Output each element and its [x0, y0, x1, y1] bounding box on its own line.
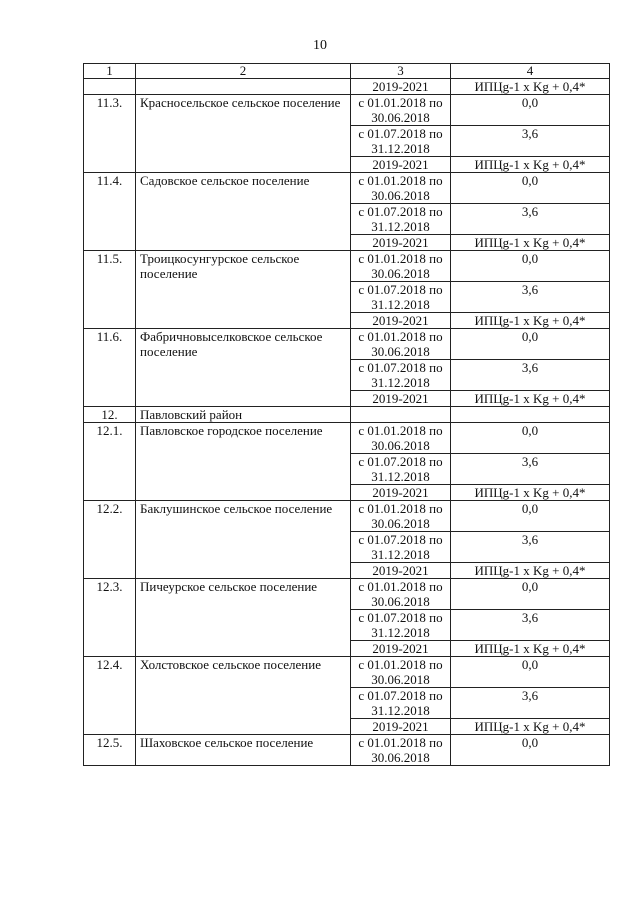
period-cell: с 01.07.2018 по 31.12.2018 — [351, 454, 451, 485]
period-cell: с 01.01.2018 по 30.06.2018 — [351, 579, 451, 610]
carry-over-rate: ИПЦg-1 х Kg + 0,4* — [451, 79, 610, 95]
rate-cell: ИПЦg-1 х Kg + 0,4* — [451, 313, 610, 329]
period-cell: с 01.01.2018 по 30.06.2018 — [351, 735, 451, 766]
rate-cell: 0,0 — [451, 657, 610, 688]
column-header-1: 1 — [84, 64, 136, 79]
rate-cell: ИПЦg-1 х Kg + 0,4* — [451, 391, 610, 407]
rate-cell: 3,6 — [451, 360, 610, 391]
row-number: 12.5. — [84, 735, 136, 766]
rate-cell: ИПЦg-1 х Kg + 0,4* — [451, 641, 610, 657]
period-cell: с 01.01.2018 по 30.06.2018 — [351, 251, 451, 282]
district-name: Павловский район — [136, 407, 351, 423]
rate-cell: 3,6 — [451, 204, 610, 235]
rate-cell: 0,0 — [451, 251, 610, 282]
row-number: 12.1. — [84, 423, 136, 501]
rate-cell: ИПЦg-1 х Kg + 0,4* — [451, 157, 610, 173]
table-row — [84, 251, 610, 282]
period-cell: с 01.07.2018 по 31.12.2018 — [351, 282, 451, 313]
column-header-3: 3 — [351, 64, 451, 79]
period-cell: с 01.01.2018 по 30.06.2018 — [351, 501, 451, 532]
settlement-name: Троицкосунгурское сельское поселение — [136, 251, 351, 329]
carry-over-row — [84, 79, 610, 95]
row-number: 11.5. — [84, 251, 136, 329]
settlement-name: Баклушинское сельское поселение — [136, 501, 351, 579]
settlement-name: Холстовское сельское поселение — [136, 657, 351, 735]
carry-over-period: 2019-2021 — [351, 79, 451, 95]
row-number: 11.3. — [84, 95, 136, 173]
rate-cell: 0,0 — [451, 423, 610, 454]
tariff-table-body — [84, 64, 610, 766]
period-cell: с 01.07.2018 по 31.12.2018 — [351, 688, 451, 719]
settlement-name: Павловское городское поселение — [136, 423, 351, 501]
period-cell: 2019-2021 — [351, 719, 451, 735]
column-header-2: 2 — [136, 64, 351, 79]
row-number: 11.4. — [84, 173, 136, 251]
rate-cell: 3,6 — [451, 282, 610, 313]
table-row — [84, 579, 610, 610]
rate-cell: 3,6 — [451, 532, 610, 563]
tariff-table — [83, 63, 610, 766]
period-cell: 2019-2021 — [351, 235, 451, 251]
rate-cell: 0,0 — [451, 735, 610, 766]
table-row — [84, 329, 610, 360]
table-row — [84, 501, 610, 532]
table-row — [84, 735, 610, 766]
column-header-4: 4 — [451, 64, 610, 79]
page-number: 10 — [313, 38, 327, 53]
table-row — [84, 173, 610, 204]
carry-over-name — [136, 79, 351, 95]
row-number: 12.3. — [84, 579, 136, 657]
row-number: 12. — [84, 407, 136, 423]
row-number: 12.4. — [84, 657, 136, 735]
period-cell: 2019-2021 — [351, 641, 451, 657]
rate-cell: 3,6 — [451, 126, 610, 157]
district-row — [84, 407, 610, 423]
empty-cell — [451, 407, 610, 423]
period-cell: с 01.07.2018 по 31.12.2018 — [351, 610, 451, 641]
rate-cell: 3,6 — [451, 688, 610, 719]
period-cell: с 01.01.2018 по 30.06.2018 — [351, 423, 451, 454]
rate-cell: 0,0 — [451, 95, 610, 126]
settlement-name: Фабричновыселковское сельское поселение — [136, 329, 351, 407]
table-row — [84, 657, 610, 688]
rate-cell: 0,0 — [451, 173, 610, 204]
period-cell: с 01.01.2018 по 30.06.2018 — [351, 329, 451, 360]
rate-cell: 3,6 — [451, 610, 610, 641]
rate-cell: 0,0 — [451, 501, 610, 532]
carry-over-num — [84, 79, 136, 95]
settlement-name: Красносельское сельское поселение — [136, 95, 351, 173]
table-header-row — [84, 64, 610, 79]
period-cell: с 01.01.2018 по 30.06.2018 — [351, 95, 451, 126]
period-cell: с 01.07.2018 по 31.12.2018 — [351, 204, 451, 235]
period-cell: 2019-2021 — [351, 485, 451, 501]
period-cell: с 01.07.2018 по 31.12.2018 — [351, 126, 451, 157]
rate-cell: 0,0 — [451, 579, 610, 610]
rate-cell: ИПЦg-1 х Kg + 0,4* — [451, 235, 610, 251]
period-cell: с 01.07.2018 по 31.12.2018 — [351, 360, 451, 391]
row-number: 11.6. — [84, 329, 136, 407]
settlement-name: Шаховское сельское поселение — [136, 735, 351, 766]
row-number: 12.2. — [84, 501, 136, 579]
table-row — [84, 95, 610, 126]
empty-cell — [351, 407, 451, 423]
settlement-name: Садовское сельское поселение — [136, 173, 351, 251]
rate-cell: 0,0 — [451, 329, 610, 360]
period-cell: 2019-2021 — [351, 157, 451, 173]
period-cell: с 01.01.2018 по 30.06.2018 — [351, 173, 451, 204]
rate-cell: ИПЦg-1 х Kg + 0,4* — [451, 485, 610, 501]
period-cell: 2019-2021 — [351, 391, 451, 407]
period-cell: с 01.07.2018 по 31.12.2018 — [351, 532, 451, 563]
table-row — [84, 423, 610, 454]
rate-cell: 3,6 — [451, 454, 610, 485]
period-cell: 2019-2021 — [351, 313, 451, 329]
period-cell: с 01.01.2018 по 30.06.2018 — [351, 657, 451, 688]
rate-cell: ИПЦg-1 х Kg + 0,4* — [451, 719, 610, 735]
period-cell: 2019-2021 — [351, 563, 451, 579]
rate-cell: ИПЦg-1 х Kg + 0,4* — [451, 563, 610, 579]
settlement-name: Пичеурское сельское поселение — [136, 579, 351, 657]
